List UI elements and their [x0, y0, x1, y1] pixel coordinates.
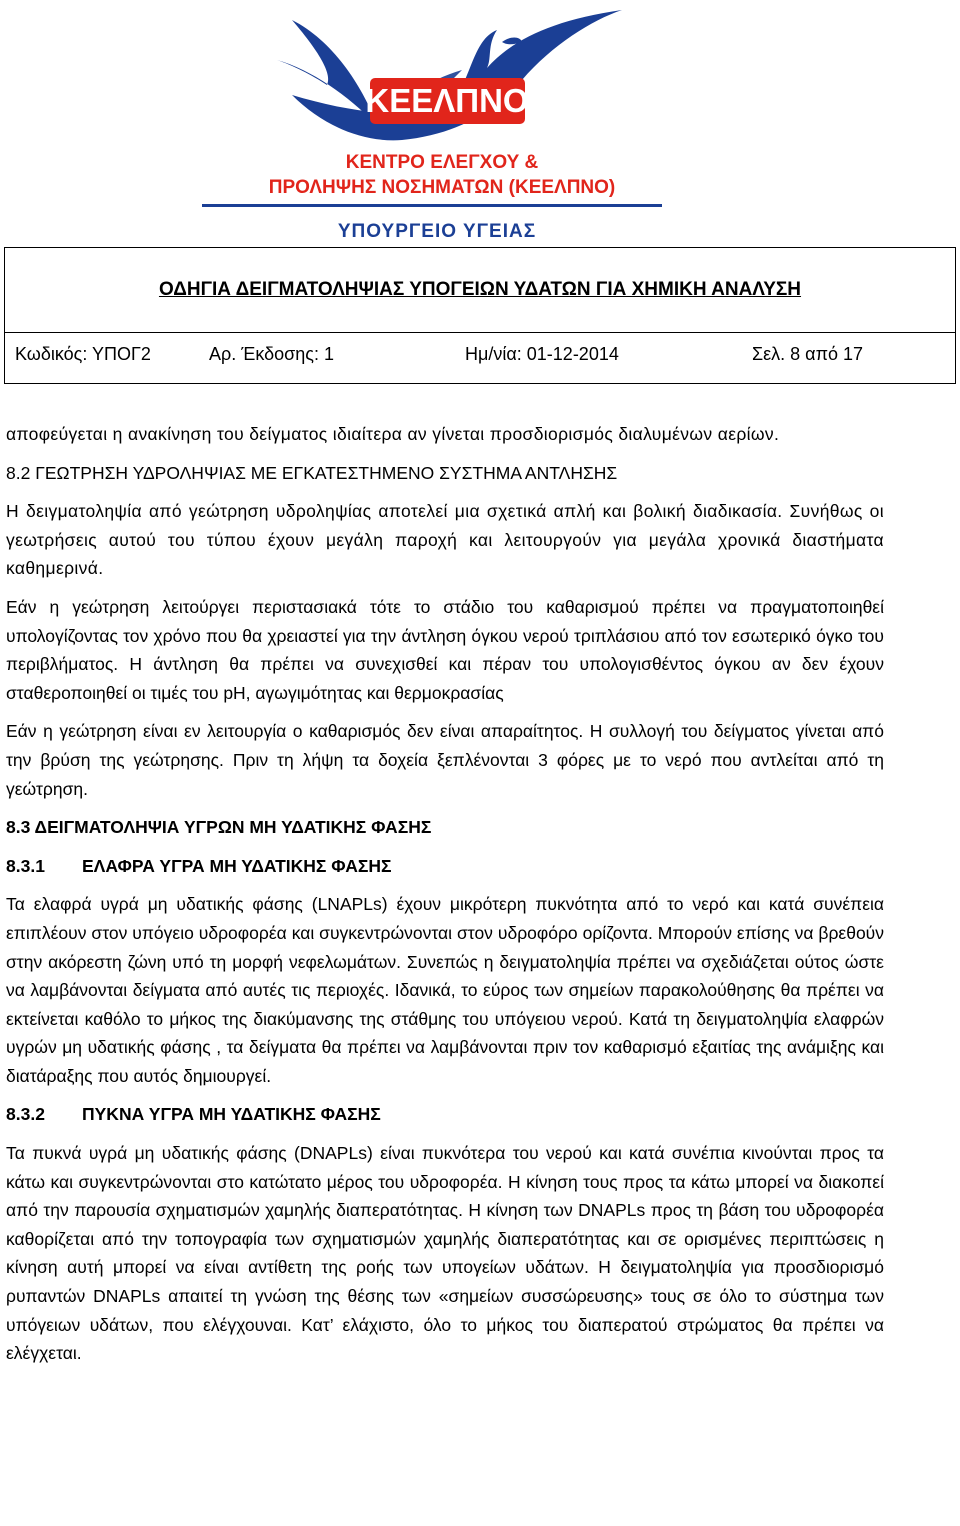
document-date: Ημ/νία: 01-12-2014 [465, 344, 619, 364]
logo-line1: ΚΕΝΤΡΟ ΕΛΕΓΧΟΥ & [345, 152, 539, 173]
logo-ministry: ΥΠΟΥΡΓΕΙΟ ΥΓΕΙΑΣ [337, 221, 537, 242]
logo-acronym: ΚΕΕΛΠΝΟ [365, 82, 529, 119]
document-header [4, 247, 956, 384]
paragraph-dnapls: Τα πυκνά υγρά μη υδατικής φάσης (DNAPLs) είναι πυκνότερα του νερού και κατά συνέπια κινούνται προς τα κάτω και συγκεντρώνονται στο κατώτατο μέρος του υδροφορέα. Η κίνηση τους προς τα κάτω μπορεί να διακοπεί από την παρουσία σχηματισμών χαμηλής διαπερατότητας. Η κίνηση των DNAPLs προς τη βάση του υδροφορέα καθορίζεται από την τοπογραφία των σχηματισμών χαμηλής διαπερατότητας και σε ορισμένες περιπτώσεις η κίνηση αυτή μπορεί να είναι αντίθετη της ροής των υπογείων υδάτων. Η δειγματοληψία για προσδιορισμό ρυπαντών DNAPLs απαιτεί τη γνώση της θέσης των «σημείων συσσώρευσης» τους σε όλο το σύστημα των υπόγειων υδάτων, που ελέγχουναι. Κατ’ ελάχιστο, όλο το μήκος του διαπερατού στρώματος θα πρέπει να ελέγχεται. [6, 1143, 884, 1364]
section-heading-8-3: 8.3 ΔΕΙΓΜΑΤΟΛΗΨΙΑ ΥΓΡΩΝ ΜΗ ΥΔΑΤΙΚΗΣ ΦΑΣΗΣ [6, 817, 432, 838]
section-heading-8-2: 8.2 ΓΕΩΤΡΗΣΗ ΥΔΡΟΛΗΨΙΑΣ ΜΕ ΕΓΚΑΤΕΣΤΗΜΕΝΟ ΣΥΣΤΗΜΑ ΑΝΤΛΗΣΗΣ [6, 462, 618, 483]
document-body [6, 420, 884, 1368]
paragraph-continuous-operation: Εάν η γεώτρηση είναι εν λειτουργία ο καθαρισμός δεν είναι απαραίτητος. Η συλλογή του δείγματος γίνεται από την βρύση της γεώτρησης. Πριν τη λήψη τα δοχεία ξεπλένονται 3 φόρες με το νερό που αντλείται από τη γεώτρηση. [6, 721, 884, 799]
keelpno-logo [172, 0, 712, 245]
logo-divider [202, 204, 662, 207]
document-title: ΟΔΗΓΙΑ ΔΕΙΓΜΑΤΟΛΗΨΙΑΣ ΥΠΟΓΕΙΩΝ ΥΔΑΤΩΝ ΓΙΑ ΧΗΜΙΚΗ ΑΝΑΛΥΣΗ [5, 248, 955, 333]
section-heading-8-3-2 [6, 1100, 884, 1129]
paragraph-lnapls: Τα ελαφρά υγρά μη υδατικής φάσης (LNAPLs) έχουν μικρότερη πυκνότητα από το νερό και κατά συνέπεια επιπλέουν στον υπόγειο υδροφορέα και συγκεντρώνονται στον υδροφόρο ορίζοντα. Μπορούν επίσης να βρεθούν στην ακόρεστη ζώνη υπό τη μορφή νεφελωμάτων. Συνεπώς η δειγματοληψία πρέπει να σχεδιάζεται ούτος ώστε να λαμβάνονται δείγματα από αυτές τις περιοχές. Ιδανικά, το εύρος των σημείων παρακολούθησης θα πρέπει να εκτείνεται καθόλο το μήκος της διακύμανσης της στάθμης του υπόγειου νερού. Κατά τη δειγματοληψία ελαφρών υγρών μη υδατικής φάσης , τα δείγματα θα πρέπει να λαμβάνονται πριν τον καθαρισμό εξαιτίας της ανάμιξης και διατάραξης που αυτός δημιουργεί. [6, 894, 884, 1086]
heading-number: 8.3.2 [6, 1104, 45, 1125]
page-number: Σελ. 8 από 17 [752, 344, 864, 364]
heading-text: ΕΛΑΦΡΑ ΥΓΡΑ ΜΗ ΥΔΑΤΙΚΗΣ ΦΑΣΗΣ [82, 855, 392, 876]
section-heading-8-3-1 [6, 852, 884, 881]
paragraph-intro: αποφεύγεται η ανακίνηση του δείγματος ιδιαίτερα αν γίνεται προσδιορισμός διαλυμένων αερίων. [6, 424, 780, 444]
heading-text: ΠΥΚΝΑ ΥΓΡΑ ΜΗ ΥΔΑΤΙΚΗΣ ΦΑΣΗΣ [82, 1104, 381, 1125]
document-edition: Αρ. Έκδοσης: 1 [209, 344, 334, 364]
paragraph-section-8-2: Η δειγματοληψία από γεώτρηση υδροληψίας αποτελεί μια σχετικά απλή και βολική διαδικασία. Συνήθως οι γεωτρήσεις αυτού του τύπου έχουν μεγάλη παροχή και λειτουργούν για μεγάλα χρονικά διαστήματα καθημερινά. [6, 501, 884, 579]
heading-number: 8.3.1 [6, 855, 45, 876]
logo-line2: ΠΡΟΛΗΨΗΣ ΝΟΣΗΜΑΤΩΝ (ΚΕΕΛΠΝΟ) [268, 177, 616, 198]
document-info-row [5, 333, 955, 383]
paragraph-occasional-operation: Εάν η γεώτρηση λειτούργει περιστασιακά τότε το στάδιο του καθαρισμού πρέπει να πραγματοποιηθεί υπολογίζοντας τον χρόνο που θα χρειαστεί για την άντληση όγκου νερού τριπλάσιου από τον εσωτερικό όγκο του περιβλήματος. Η άντληση θα πρέπει να συνεχισθεί και πέραν του υπολογισθέντος όγκου αν δεν έχουν σταθεροποιηθεί οι τιμές του pH, αγωγιμότητας και θερμοκρασίας [6, 596, 884, 703]
document-code: Κωδικός: ΥΠΟΓ2 [15, 344, 151, 364]
